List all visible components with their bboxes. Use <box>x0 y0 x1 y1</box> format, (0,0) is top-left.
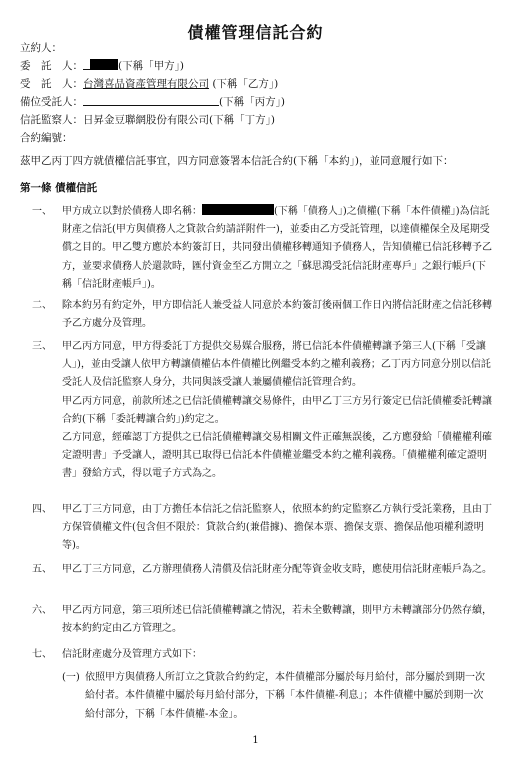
section-7 <box>32 646 492 664</box>
section-5 <box>32 561 492 579</box>
section-3-number: 三、 <box>32 341 52 352</box>
chapter-title: 第一條 債權信託 <box>20 182 98 194</box>
section-6 <box>32 602 492 638</box>
section-3-paragraph-1: 甲乙丙方同意，甲方得委託丁方提供交易媒合服務，將已信託本件債權轉讓予第三人(下稱「受讓人」)，並由受讓人依甲方轉讓債權佔本件債權比例繼受本約之權利義務；乙丁丙方同意分別以信託受託人及信託監察人身分，共同與該受讓人兼屬債權信託管理合約。 <box>62 341 491 389</box>
subitem-1 <box>62 669 492 724</box>
preamble: 茲甲乙丙丁四方就債權信託事宜，四方同意簽署本信託合約(下稱「本約」)，並同意履行如下： <box>20 155 454 167</box>
page-number: 1 <box>252 735 259 746</box>
section-2-number: 二、 <box>32 300 52 311</box>
trustor-blank-line <box>83 59 90 70</box>
section-1-number: 一、 <box>32 206 52 217</box>
section-1 <box>32 203 492 294</box>
trustee-suffix: (下稱「乙方」) <box>209 78 279 90</box>
section-5-text: 甲乙丁三方同意，乙方辦理債務人清償及信託財產分配等資金收支時，應使用信託財產帳戶為之。 <box>62 564 492 575</box>
trustee-name: 台灣喜品資產管理有限公司 <box>83 78 209 90</box>
section-3-paragraph-2: 甲乙丙方同意，前款所述之已信託債權轉讓交易條件，由甲乙丁三方另行簽定已信託債權委託轉讓合約(下稱「委託轉讓合約」)約定之。 <box>62 395 492 425</box>
proxy-trustee-suffix: (下稱「丙方」) <box>219 96 285 108</box>
section-7-number: 七、 <box>32 649 52 660</box>
trustor-line <box>20 58 184 73</box>
contract-number-line <box>20 130 73 145</box>
contract-number-label: 合約編號： <box>20 132 73 144</box>
section-6-number: 六、 <box>32 605 52 616</box>
section-3 <box>32 338 492 484</box>
section-4-number: 四、 <box>32 504 52 515</box>
section-7-text: 信託財產處分及管理方式如下： <box>62 649 202 660</box>
section-3-paragraph-3: 乙方同意，經確認丁方提供之已信託債權轉讓交易相關文件正確無誤後，乙方應發給「債權權利確定證明書」予受讓人，證明其已取得已信託本件債權並繼受本約之權利義務。「債權權利確定證明書」發給方式，得以電子方式為之。 <box>62 432 492 480</box>
trustor-suffix: (下稱「甲方」) <box>118 60 184 72</box>
section-1-text: 甲方成立以對於債務人即名稱： (下稱「債務人」)之債權(下稱「本件債權」)為信託財產之信託(甲方與債務人之貸款合約請詳附件一)，並委由乙方受託管理，以達債權保全及尾期受償之目的。甲乙雙方應於本約簽訂日，共同發出債權移轉通知予債務人，告知債權已信託移轉予乙方，並要求債務人於還款時，匯付資金至乙方開立之「蘇思鴻受託信託財產專戶」之銀行帳戶(下稱「信託財產帳戶」)。 <box>62 206 492 290</box>
supervisor-label: 信託監察人： <box>20 114 83 126</box>
debtor-name-redaction <box>202 204 274 215</box>
section-2-text: 除本約另有約定外，甲方即信託人兼受益人同意於本約簽訂後兩個工作日內將信託財產之信託移轉予乙方處分及管理。 <box>62 300 492 330</box>
trustee-label: 受 託 人： <box>20 78 83 90</box>
trustor-label: 委 託 人： <box>20 60 83 72</box>
proxy-trustee-line <box>20 94 285 109</box>
section-5-number: 五、 <box>32 564 52 575</box>
document-title: 債權管理信託合約 <box>187 23 324 42</box>
section-2 <box>32 297 492 333</box>
section-4 <box>32 501 492 556</box>
trustee-line <box>20 76 278 91</box>
subitem-1-text: 依照甲方與債務人所訂立之貸款合約約定，本件債權部分屬於每月給付，部分屬於到期一次給付者。本件債權中屬於每月給付部分，下稱「本件債權-利息」；本件債權中屬於到期一次給付部分，下稱「本件債權-本金」。 <box>85 672 485 720</box>
proxy-trustee-label: 備位受託人： <box>20 96 83 108</box>
trustor-redaction <box>90 59 118 70</box>
parties-lead: 立約人： <box>20 42 62 54</box>
supervisor-line <box>20 112 275 127</box>
proxy-trustee-blank-line <box>83 95 219 106</box>
supervisor-name: 日昇金豆聯網股份有限公司(下稱「丁方」) <box>83 114 275 126</box>
subitem-1-number: (一) <box>62 672 80 683</box>
section-6-text: 甲乙丙方同意，第三項所述已信託債權轉讓之情況，若未全數轉讓，則甲方未轉讓部分仍然存續，按本約約定由乙方管理之。 <box>62 605 492 635</box>
section-4-text: 甲乙丁三方同意，由丁方擔任本信託之信託監察人，依照本約約定監察乙方執行受託業務，且由丁方保管債權文件(包含但不限於：貸款合約(兼借據)、擔保本票、擔保支票、擔保品他項權利證明等)。 <box>62 504 492 552</box>
